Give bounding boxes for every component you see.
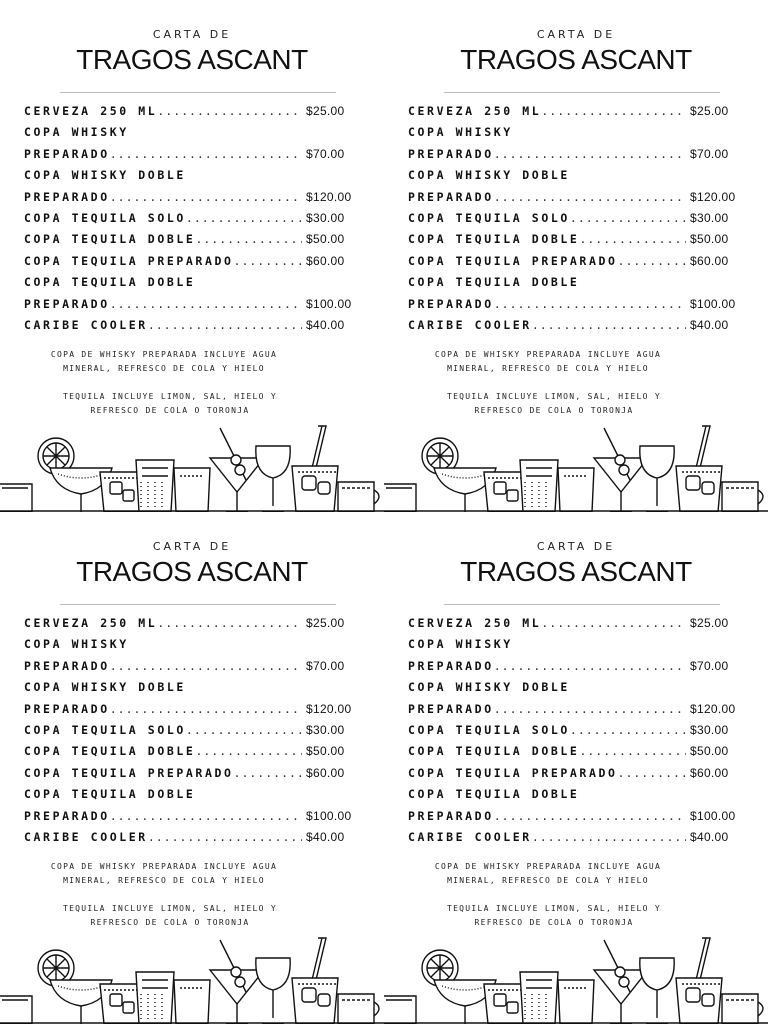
drink-name: PREPARADO bbox=[24, 808, 110, 823]
drink-item bbox=[408, 723, 748, 744]
dot-leader bbox=[110, 809, 302, 823]
title-divider bbox=[60, 604, 336, 605]
tequila-note bbox=[20, 390, 320, 418]
drink-item bbox=[24, 211, 364, 232]
drink-item bbox=[408, 104, 748, 125]
drink-item bbox=[408, 787, 748, 808]
drink-name: CERVEZA 250 ML bbox=[408, 104, 542, 118]
tequila-note-line-2: REFRESCO DE COLA O TORONJA bbox=[90, 406, 250, 415]
drink-name: PREPARADO bbox=[408, 189, 494, 204]
drink-item bbox=[24, 232, 364, 253]
drink-price: $50.00 bbox=[690, 744, 729, 759]
whisky-note-line-2: MINERAL, REFRESCO DE COLA Y HIELO bbox=[63, 876, 265, 885]
menu-kicker: CARTA DE bbox=[536, 28, 616, 41]
drink-price: $100.00 bbox=[306, 808, 352, 823]
drink-list bbox=[24, 616, 364, 851]
drink-name: PREPARADO bbox=[24, 146, 110, 161]
drink-name: CERVEZA 250 ML bbox=[24, 104, 158, 118]
title-divider bbox=[444, 92, 720, 93]
dot-leader bbox=[195, 232, 302, 246]
drink-item bbox=[408, 680, 748, 701]
drink-item bbox=[408, 744, 748, 765]
drink-price: $30.00 bbox=[306, 210, 345, 225]
drink-price: $60.00 bbox=[690, 253, 729, 268]
drink-item bbox=[24, 318, 364, 339]
drink-name: PREPARADO bbox=[408, 296, 494, 311]
drink-price: $25.00 bbox=[690, 104, 729, 118]
drink-name: COPA TEQUILA DOBLE bbox=[408, 744, 580, 759]
drink-name: COPA TEQUILA PREPARADO bbox=[408, 765, 618, 780]
dot-leader bbox=[110, 190, 302, 204]
drink-price: $40.00 bbox=[690, 829, 729, 844]
dot-leader bbox=[494, 190, 686, 204]
drink-price: $100.00 bbox=[306, 296, 352, 311]
drink-price: $120.00 bbox=[306, 189, 352, 204]
drink-item bbox=[24, 702, 364, 723]
drink-item bbox=[408, 830, 748, 851]
whisky-note-line-2: MINERAL, REFRESCO DE COLA Y HIELO bbox=[447, 876, 649, 885]
drink-price: $100.00 bbox=[690, 296, 736, 311]
drink-name: COPA WHISKY bbox=[408, 125, 513, 140]
dot-leader bbox=[157, 104, 302, 118]
drink-item bbox=[408, 125, 748, 146]
drink-name: PREPARADO bbox=[408, 701, 494, 716]
drink-item bbox=[24, 680, 364, 701]
dot-leader bbox=[148, 830, 302, 844]
drink-item bbox=[408, 659, 748, 680]
drink-name: COPA TEQUILA PREPARADO bbox=[24, 253, 234, 268]
tequila-note-line-1: TEQUILA INCLUYE LIMON, SAL, HIELO Y bbox=[62, 392, 278, 401]
drink-name: COPA WHISKY DOBLE bbox=[24, 168, 186, 183]
drink-name: COPA TEQUILA DOBLE bbox=[24, 744, 196, 759]
tequila-note bbox=[404, 390, 704, 418]
menu-title: TRAGOS ASCANT bbox=[460, 556, 692, 587]
dot-leader bbox=[532, 830, 686, 844]
drink-price: $30.00 bbox=[690, 210, 729, 225]
drink-list bbox=[408, 616, 748, 851]
drink-item bbox=[24, 637, 364, 658]
dot-leader bbox=[618, 766, 686, 780]
drink-item bbox=[24, 723, 364, 744]
dot-leader bbox=[494, 809, 686, 823]
menu-kicker: CARTA DE bbox=[152, 540, 232, 553]
drink-name: PREPARADO bbox=[408, 146, 494, 161]
drink-price: $60.00 bbox=[690, 765, 729, 780]
drink-item bbox=[408, 809, 748, 830]
dot-leader bbox=[532, 318, 686, 332]
drink-item bbox=[408, 190, 748, 211]
drink-name: COPA TEQUILA PREPARADO bbox=[24, 765, 234, 780]
drink-name: PREPARADO bbox=[24, 658, 110, 673]
drink-price: $120.00 bbox=[306, 701, 352, 716]
drink-name: PREPARADO bbox=[408, 808, 494, 823]
drink-name: COPA TEQUILA DOBLE bbox=[24, 232, 196, 247]
drink-name: CARIBE COOLER bbox=[408, 317, 532, 332]
tequila-note-line-2: REFRESCO DE COLA O TORONJA bbox=[474, 406, 634, 415]
drink-name: PREPARADO bbox=[24, 189, 110, 204]
dot-leader bbox=[570, 723, 686, 737]
menu-title: TRAGOS ASCANT bbox=[76, 556, 308, 587]
drink-price: $50.00 bbox=[690, 232, 729, 247]
dot-leader bbox=[494, 297, 686, 311]
dot-leader bbox=[570, 211, 686, 225]
drink-item bbox=[24, 190, 364, 211]
title-divider bbox=[60, 92, 336, 93]
drink-item bbox=[408, 168, 748, 189]
drink-price: $25.00 bbox=[306, 616, 345, 630]
menu-title: TRAGOS ASCANT bbox=[76, 44, 308, 75]
drink-item bbox=[408, 211, 748, 232]
dot-leader bbox=[110, 297, 302, 311]
menu-card-1 bbox=[0, 0, 384, 512]
dot-leader bbox=[579, 232, 686, 246]
menu-card-2 bbox=[384, 0, 768, 512]
drink-price: $25.00 bbox=[306, 104, 345, 118]
drink-item bbox=[24, 168, 364, 189]
drink-price: $60.00 bbox=[306, 765, 345, 780]
tequila-note-line-2: REFRESCO DE COLA O TORONJA bbox=[90, 918, 250, 927]
cocktail-glasses-sketch-icon bbox=[0, 420, 384, 512]
drink-item bbox=[408, 275, 748, 296]
menu-kicker: CARTA DE bbox=[536, 540, 616, 553]
drink-item bbox=[408, 702, 748, 723]
dot-leader bbox=[618, 254, 686, 268]
menu-card-3 bbox=[0, 512, 384, 1024]
drink-price: $40.00 bbox=[306, 317, 345, 332]
tequila-note bbox=[20, 902, 320, 930]
drink-name: COPA TEQUILA DOBLE bbox=[408, 232, 580, 247]
dot-leader bbox=[494, 659, 686, 673]
drink-name: COPA TEQUILA SOLO bbox=[24, 210, 186, 225]
drink-item bbox=[24, 297, 364, 318]
drink-price: $60.00 bbox=[306, 253, 345, 268]
whisky-note-line-2: MINERAL, REFRESCO DE COLA Y HIELO bbox=[63, 364, 265, 373]
menu-kicker: CARTA DE bbox=[152, 28, 232, 41]
drink-price: $100.00 bbox=[690, 808, 736, 823]
drink-item bbox=[408, 318, 748, 339]
drink-item bbox=[408, 616, 748, 637]
drink-item bbox=[408, 637, 748, 658]
dot-leader bbox=[110, 702, 302, 716]
drink-price: $50.00 bbox=[306, 744, 345, 759]
whisky-note bbox=[398, 860, 698, 888]
drink-name: COPA TEQUILA SOLO bbox=[24, 722, 186, 737]
drink-name: COPA TEQUILA DOBLE bbox=[24, 275, 196, 290]
drink-name: COPA TEQUILA SOLO bbox=[408, 722, 570, 737]
drink-price: $120.00 bbox=[690, 189, 736, 204]
drink-name: PREPARADO bbox=[24, 701, 110, 716]
dot-leader bbox=[494, 702, 686, 716]
drink-price: $70.00 bbox=[690, 658, 729, 673]
drink-price: $40.00 bbox=[690, 317, 729, 332]
title-divider bbox=[444, 604, 720, 605]
drink-name: COPA WHISKY bbox=[408, 637, 513, 652]
drink-item bbox=[24, 809, 364, 830]
whisky-note bbox=[14, 860, 314, 888]
drink-price: $30.00 bbox=[690, 722, 729, 737]
tequila-note-line-1: TEQUILA INCLUYE LIMON, SAL, HIELO Y bbox=[446, 392, 662, 401]
drink-item bbox=[24, 275, 364, 296]
drink-item bbox=[408, 297, 748, 318]
menu-title: TRAGOS ASCANT bbox=[460, 44, 692, 75]
menu-card-4 bbox=[384, 512, 768, 1024]
dot-leader bbox=[186, 723, 302, 737]
drink-name: PREPARADO bbox=[24, 296, 110, 311]
whisky-note-line-1: COPA DE WHISKY PREPARADA INCLUYE AGUA bbox=[434, 350, 662, 359]
dot-leader bbox=[494, 147, 686, 161]
whisky-note-line-1: COPA DE WHISKY PREPARADA INCLUYE AGUA bbox=[50, 350, 278, 359]
whisky-note bbox=[398, 348, 698, 376]
drink-price: $30.00 bbox=[306, 722, 345, 737]
drink-name: COPA TEQUILA DOBLE bbox=[408, 787, 580, 802]
drink-item bbox=[24, 766, 364, 787]
drink-name: COPA WHISKY DOBLE bbox=[24, 680, 186, 695]
drink-name: CARIBE COOLER bbox=[24, 829, 148, 844]
drink-price: $70.00 bbox=[306, 146, 345, 161]
drink-price: $70.00 bbox=[306, 658, 345, 673]
dot-leader bbox=[110, 659, 302, 673]
drink-price: $70.00 bbox=[690, 146, 729, 161]
drink-item bbox=[24, 830, 364, 851]
drink-name: COPA WHISKY bbox=[24, 637, 129, 652]
drink-item bbox=[24, 254, 364, 275]
whisky-note-line-1: COPA DE WHISKY PREPARADA INCLUYE AGUA bbox=[434, 862, 662, 871]
drink-name: CARIBE COOLER bbox=[24, 317, 148, 332]
drink-item bbox=[24, 104, 364, 125]
cocktail-glasses-sketch-icon bbox=[384, 420, 768, 512]
whisky-note-line-2: MINERAL, REFRESCO DE COLA Y HIELO bbox=[447, 364, 649, 373]
drink-item bbox=[24, 659, 364, 680]
dot-leader bbox=[234, 766, 302, 780]
tequila-note-line-1: TEQUILA INCLUYE LIMON, SAL, HIELO Y bbox=[446, 904, 662, 913]
drink-item bbox=[24, 616, 364, 637]
dot-leader bbox=[541, 616, 686, 630]
drink-name: CERVEZA 250 ML bbox=[408, 616, 542, 630]
drink-item bbox=[24, 147, 364, 168]
drink-item bbox=[24, 744, 364, 765]
drink-name: CERVEZA 250 ML bbox=[24, 616, 158, 630]
drink-name: COPA WHISKY DOBLE bbox=[408, 168, 570, 183]
cocktail-glasses-sketch-icon bbox=[0, 932, 384, 1024]
drink-name: COPA TEQUILA SOLO bbox=[408, 210, 570, 225]
dot-leader bbox=[186, 211, 302, 225]
dot-leader bbox=[195, 744, 302, 758]
drink-price: $120.00 bbox=[690, 701, 736, 716]
drink-item bbox=[408, 254, 748, 275]
drink-name: COPA TEQUILA PREPARADO bbox=[408, 253, 618, 268]
drink-name: COPA WHISKY DOBLE bbox=[408, 680, 570, 695]
tequila-note-line-1: TEQUILA INCLUYE LIMON, SAL, HIELO Y bbox=[62, 904, 278, 913]
cocktail-glasses-sketch-icon bbox=[384, 932, 768, 1024]
drink-name: COPA WHISKY bbox=[24, 125, 129, 140]
drink-item bbox=[24, 125, 364, 146]
dot-leader bbox=[148, 318, 302, 332]
drink-name: COPA TEQUILA DOBLE bbox=[408, 275, 580, 290]
drink-item bbox=[408, 147, 748, 168]
tequila-note bbox=[404, 902, 704, 930]
drink-price: $50.00 bbox=[306, 232, 345, 247]
dot-leader bbox=[110, 147, 302, 161]
drink-item bbox=[24, 787, 364, 808]
drink-list bbox=[24, 104, 364, 339]
drink-name: COPA TEQUILA DOBLE bbox=[24, 787, 196, 802]
dot-leader bbox=[579, 744, 686, 758]
drink-price: $25.00 bbox=[690, 616, 729, 630]
drink-price: $40.00 bbox=[306, 829, 345, 844]
tequila-note-line-2: REFRESCO DE COLA O TORONJA bbox=[474, 918, 634, 927]
drink-list bbox=[408, 104, 748, 339]
dot-leader bbox=[234, 254, 302, 268]
drink-name: PREPARADO bbox=[408, 658, 494, 673]
drink-item bbox=[408, 766, 748, 787]
whisky-note-line-1: COPA DE WHISKY PREPARADA INCLUYE AGUA bbox=[50, 862, 278, 871]
whisky-note bbox=[14, 348, 314, 376]
drink-name: CARIBE COOLER bbox=[408, 829, 532, 844]
dot-leader bbox=[157, 616, 302, 630]
drink-item bbox=[408, 232, 748, 253]
dot-leader bbox=[541, 104, 686, 118]
